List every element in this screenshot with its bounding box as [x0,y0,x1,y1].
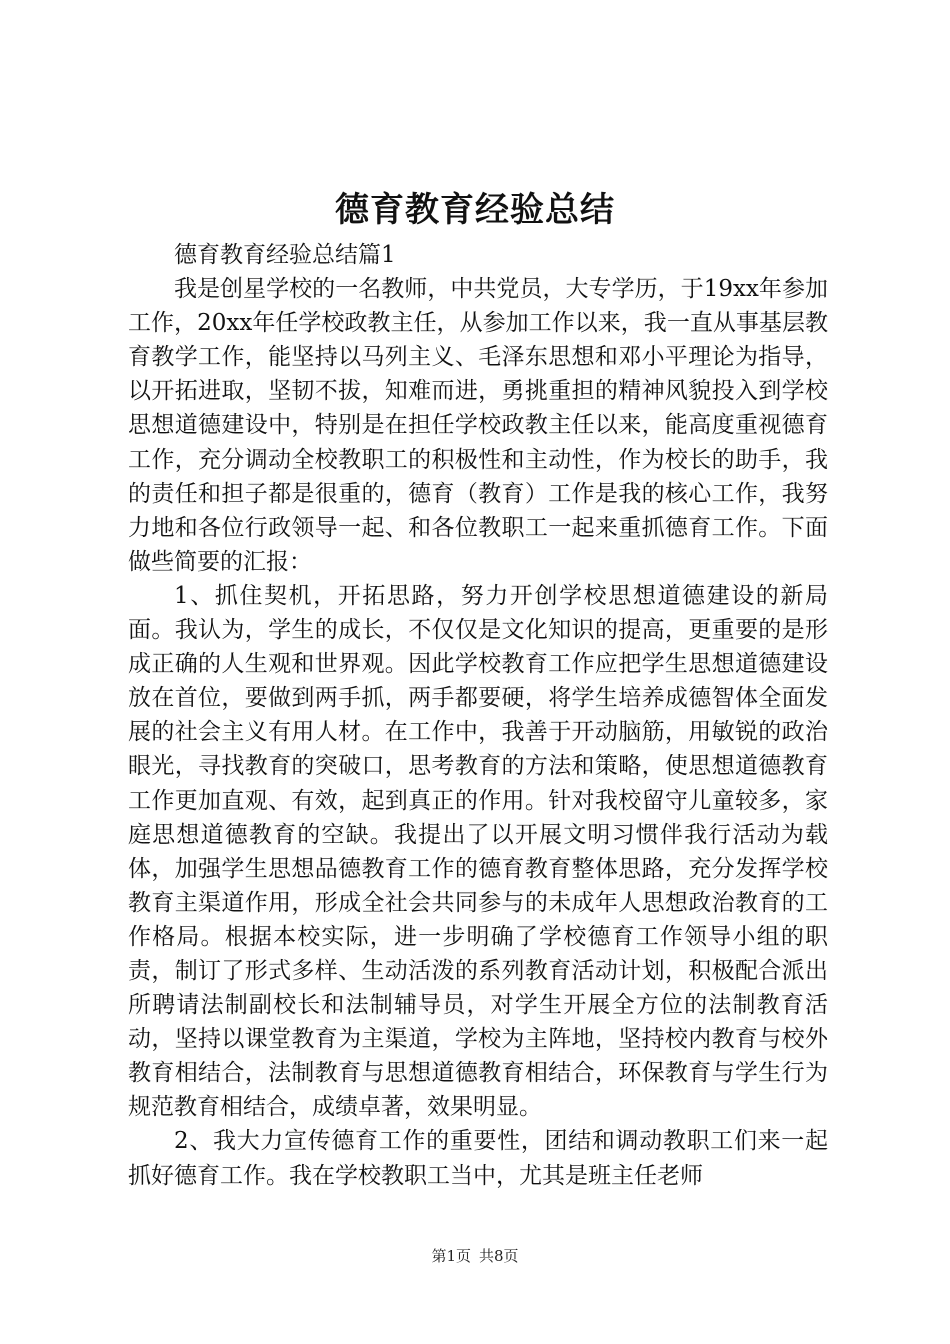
section-subheading: 德育教育经验总结篇1 [174,242,396,268]
page-footer [0,1246,950,1266]
body-paragraph-2: 2、我大力宣传德育工作的重要性，团结和调动教职工们来一起抓好德育工作。我在学校教职工当中，尤其是班主任老师 [128,1128,828,1189]
body-paragraph-1: 1、抓住契机，开拓思路，努力开创学校思想道德建设的新局面。我认为，学生的成长，不仅仅是文化知识的提高，更重要的是形成正确的人生观和世界观。因此学校教育工作应把学生思想道德建设放在首位，要做到两手抓，两手都要硬，将学生培养成德智体全面发展的社会主义有用人材。在工作中，我善于开动脑筋，用敏锐的政治眼光，寻找教育的突破口，思考教育的方法和策略，使思想道德教育工作更加直观、有效，起到真正的作用。针对我校留守儿童较多，家庭思想道德教育的空缺。我提出了以开展文明习惯伴我行活动为载体，加强学生思想品德教育工作的德育教育整体思路，充分发挥学校教育主渠道作用，形成全社会共同参与的未成年人思想政治教育的工作格局。根据本校实际，进一步明确了学校德育工作领导小组的职责，制订了形式多样、生动活泼的系列教育活动计划，积极配合派出所聘请法制副校长和法制辅导员，对学生开展全方位的法制教育活动，坚持以课堂教育为主渠道，学校为主阵地，坚持校内教育与校外教育相结合，法制教育与思想道德教育相结合，环保教育与学生行为规范教育相结合，成绩卓著，效果明显。 [128,582,828,1121]
page-number: 第1页 [431,1247,471,1265]
document-body [128,238,828,1193]
page-total: 共8页 [479,1247,519,1265]
document-title: 德育教育经验总结 [335,190,615,230]
body-paragraph-intro: 我是创星学校的一名教师，中共党员，大专学历，于19xx年参加工作，20xx年任学校政教主任，从参加工作以来，我一直从事基层教育教学工作，能坚持以马列主义、毛泽东思想和邓小平理论为指导，以开拓进取，坚韧不拔，知难而进，勇挑重担的精神风貌投入到学校思想道德建设中，特别是在担任学校政教主任以来，能高度重视德育工作，充分调动全校教职工的积极性和主动性，作为校长的助手，我的责任和担子都是很重的，德育（教育）工作是我的核心工作，我努力地和各位行政领导一起、和各位教职工一起来重抓德育工作。下面做些简要的汇报： [128,276,828,575]
